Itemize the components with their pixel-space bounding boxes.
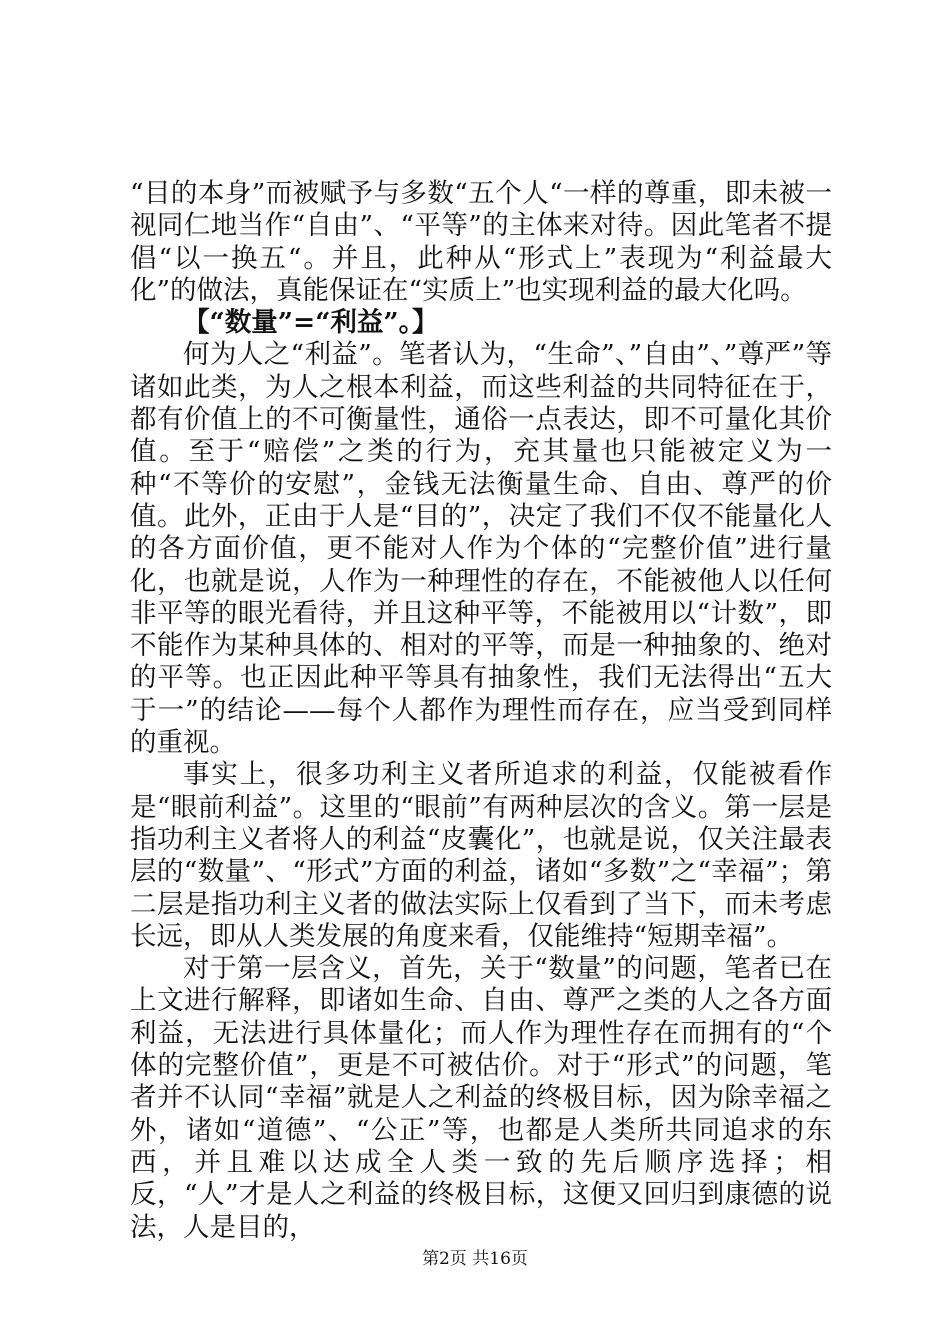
paragraph-first-layer: 对于第一层含义，首先，关于“数量”的问题，笔者已在上文进行解释，即诸如生命、自由、尊严之类的人之各方面利益，无法进行具体量化；而人作为理性存在而拥有的“个体的完整价值”，更是不可被估价。对于“形式”的问题，笔者并不认同“幸福”就是人之利益的终极目标，因为除幸福之外，诸如“道德”、“公正”等，也都是人类所共同追求的东西，并且难以达成全人类一致的先后顺序选择；相反，“人”才是人之利益的终极目标，这便又回归到康德的说法，人是目的， [130, 953, 832, 1243]
paragraph-interest-definition: 何为人之“利益”。笔者认为，“生命”、”自由”、”尊严”等诸如此类，为人之根本利益，而这些利益的共同特征在于，都有价值上的不可衡量性，通俗一点表达，即不可量化其价值。至于“赔偿”之类的行为，充其量也只能被定义为一种“不等价的安慰”，金钱无法衡量生命、自由、尊严的价值。此外，正由于人是“目的”，决定了我们不仅不能量化人的各方面价值，更不能对人作为个体的“完整价值”进行量化，也就是说，人作为一种理性的存在，不能被他人以任何非平等的眼光看待，并且这种平等，不能被用以“计数”，即不能作为某种具体的、相对的平等，而是一种抽象的、绝对的平等。也正因此种平等具有抽象性，我们无法得出“五大于一”的结论——每个人都作为理性而存在，应当受到同样的重视。 [130, 339, 832, 759]
section-heading: 【“数量”=“利益”。】 [183, 307, 439, 339]
document-body [130, 178, 832, 1244]
paragraph-continuation: “目的本身”而被赋予与多数“五个人“一样的尊重，即未被一视同仁地当作“自由”、“平等”的主体来对待。因此笔者不提倡“以一换五“。并且，此种从“形式上”表现为“利益最大化”的做法，真能保证在“实质上”也实现利益的最大化吗。 [130, 178, 832, 306]
page-number-footer: 第2页 共16页 [422, 1249, 528, 1269]
paragraph-immediate-interest: 事实上，很多功利主义者所追求的利益，仅能被看作是“眼前利益”。这里的“眼前”有两种层次的含义。第一层是指功利主义者将人的利益“皮囊化”，也就是说，仅关注最表层的“数量”、“形式”方面的利益，诸如“多数”之“幸福”；第二层是指功利主义者的做法实际上仅看到了当下，而未考虑长远，即从人类发展的角度来看，仅能维持“短期幸福”。 [130, 759, 832, 952]
